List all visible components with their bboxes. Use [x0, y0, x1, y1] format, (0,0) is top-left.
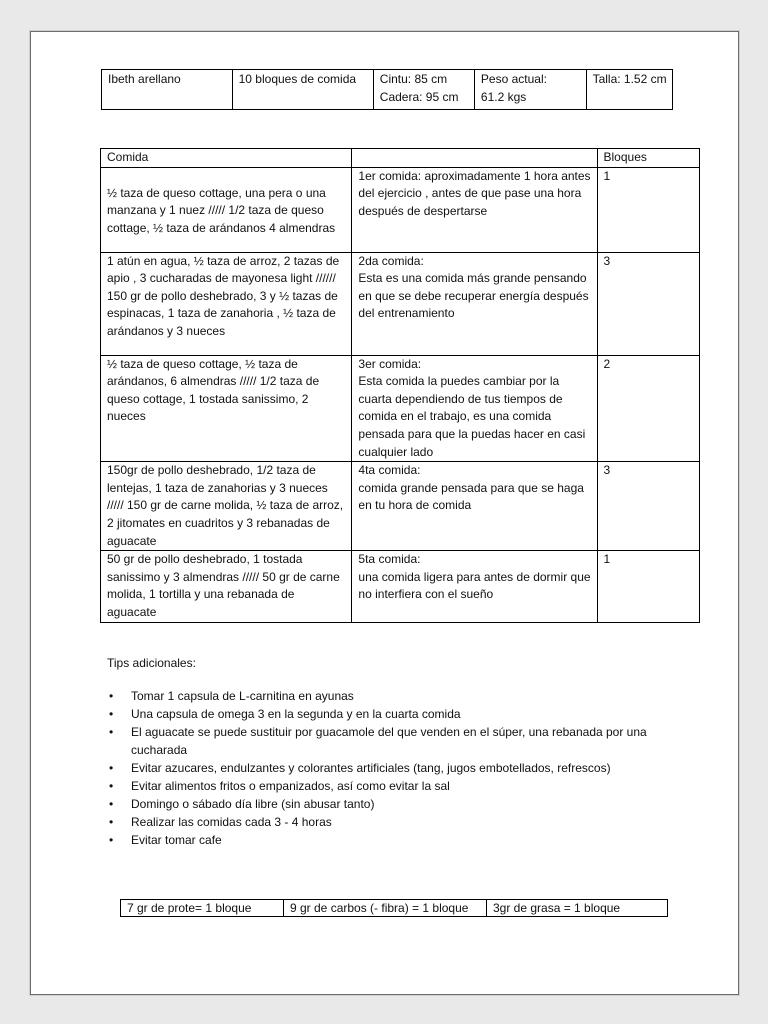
tip-text: Evitar alimentos fritos o empanizados, así como evitar la sal [131, 779, 450, 793]
tip-text: Domingo o sábado día libre (sin abusar tanto) [131, 797, 375, 811]
bullet-icon: • [109, 761, 114, 775]
meal-desc: 1er comida: aproximadamente 1 hora antes del ejercicio , antes de que pase una hora después de despertarse [352, 167, 597, 252]
document-page [30, 31, 739, 995]
meals-table [100, 148, 700, 623]
bullet-icon: • [109, 725, 114, 739]
table-row [101, 252, 700, 355]
blocks-total: 10 bloques de comida [232, 70, 373, 110]
tip-text: Tomar 1 capsula de L-carnitina en ayunas [131, 689, 354, 703]
list-item [107, 705, 667, 723]
meal-blocks: 1 [597, 167, 700, 252]
patient-info-table [101, 69, 673, 110]
block-equivalence-table [120, 899, 668, 917]
col-header-food: Comida [101, 149, 352, 168]
tips-title: Tips adicionales: [107, 656, 196, 670]
protein-block: 7 gr de prote= 1 bloque [121, 900, 284, 917]
tip-text: Evitar tomar cafe [131, 833, 222, 847]
meal-blocks: 3 [597, 462, 700, 551]
meal-food: 150gr de pollo deshebrado, 1/2 taza de lentejas, 1 taza de zanahorias y 3 nueces ///// 150 gr de carne molida, ½ taza de arroz, 2 jitomates en cuadritos y 3 rebanadas de aguacate [101, 462, 352, 551]
meal-blocks: 3 [597, 252, 700, 355]
meal-desc: 4ta comida: comida grande pensada para que se haga en tu hora de comida [352, 462, 597, 551]
meal-desc: 5ta comida: una comida ligera para antes de dormir que no interfiera con el sueño [352, 551, 597, 622]
list-item [107, 831, 667, 849]
bullet-icon: • [109, 797, 114, 811]
meal-blocks: 2 [597, 355, 700, 462]
list-item [107, 777, 667, 795]
bullet-icon: • [109, 833, 114, 847]
meal-food-cell [101, 167, 352, 252]
weight-value: 61.2 kgs [480, 89, 527, 104]
table-row [101, 462, 700, 551]
tip-text: Evitar azucares, endulzantes y colorantes artificiales (tang, jugos embotellados, refrescos) [131, 761, 611, 775]
list-item [107, 723, 667, 759]
meal-desc: 3er comida: Esta comida la puedes cambiar por la cuarta dependiendo de tus tiempos de comida en el trabajo, es una comida pensada para que la puedas hacer en casi cualquier lado [352, 355, 597, 462]
tips-list [107, 687, 667, 849]
height-measure: Talla: 1.52 cm [586, 70, 672, 110]
tip-text: Realizar las comidas cada 3 - 4 horas [131, 815, 332, 829]
bullet-icon: • [109, 815, 114, 829]
bullet-icon: • [109, 689, 114, 703]
list-item [107, 687, 667, 705]
table-row [101, 167, 700, 252]
meal-food: 50 gr de pollo deshebrado, 1 tostada sanissimo y 3 almendras ///// 50 gr de carne molida, 1 tortilla y una rebanada de aguacate [101, 551, 352, 622]
meal-food: ½ taza de queso cottage, ½ taza de arándanos, 6 almendras ///// 1/2 taza de queso cottage, 1 tostada sanissimo, 2 nueces [101, 355, 352, 462]
bullet-icon: • [109, 707, 114, 721]
hip-measure: Cadera: 95 cm [379, 89, 459, 104]
meal-blocks: 1 [597, 551, 700, 622]
list-item [107, 813, 667, 831]
meal-food: ½ taza de queso cottage, una pera o una manzana y 1 nuez ///// 1/2 taza de queso cottage, ½ taza de arándanos 4 almendras [107, 185, 336, 235]
tip-text: Una capsula de omega 3 en la segunda y en la cuarta comida [131, 707, 461, 721]
waist-measure: Cintu: 85 cm [379, 72, 448, 86]
weight-cell [474, 70, 586, 110]
col-header-blocks: Bloques [597, 149, 700, 168]
list-item [107, 795, 667, 813]
fat-block: 3gr de grasa = 1 bloque [487, 900, 668, 917]
table-row [101, 355, 700, 462]
meal-food: 1 atún en agua, ½ taza de arroz, 2 tazas de apio , 3 cucharadas de mayonesa light ////// 150 gr de pollo deshebrado, 3 y ½ tazas de espinacas, 1 taza de zanahoria , ½ taza de arándanos y 3 nueces [101, 252, 352, 355]
patient-name: Ibeth arellano [102, 70, 233, 110]
table-row [101, 551, 700, 622]
weight-label: Peso actual: [480, 72, 547, 86]
bullet-icon: • [109, 779, 114, 793]
measures-cell [373, 70, 474, 110]
tip-text: El aguacate se puede sustituir por guacamole del que venden en el súper, una rebanada por una cucharada [131, 725, 647, 757]
table-header-row [101, 149, 700, 168]
meal-desc: 2da comida: Esta es una comida más grande pensando en que se debe recuperar energía después del entrenamiento [352, 252, 597, 355]
list-item [107, 759, 667, 777]
carbs-block: 9 gr de carbos (- fibra) = 1 bloque [284, 900, 487, 917]
col-header-desc [352, 149, 597, 168]
